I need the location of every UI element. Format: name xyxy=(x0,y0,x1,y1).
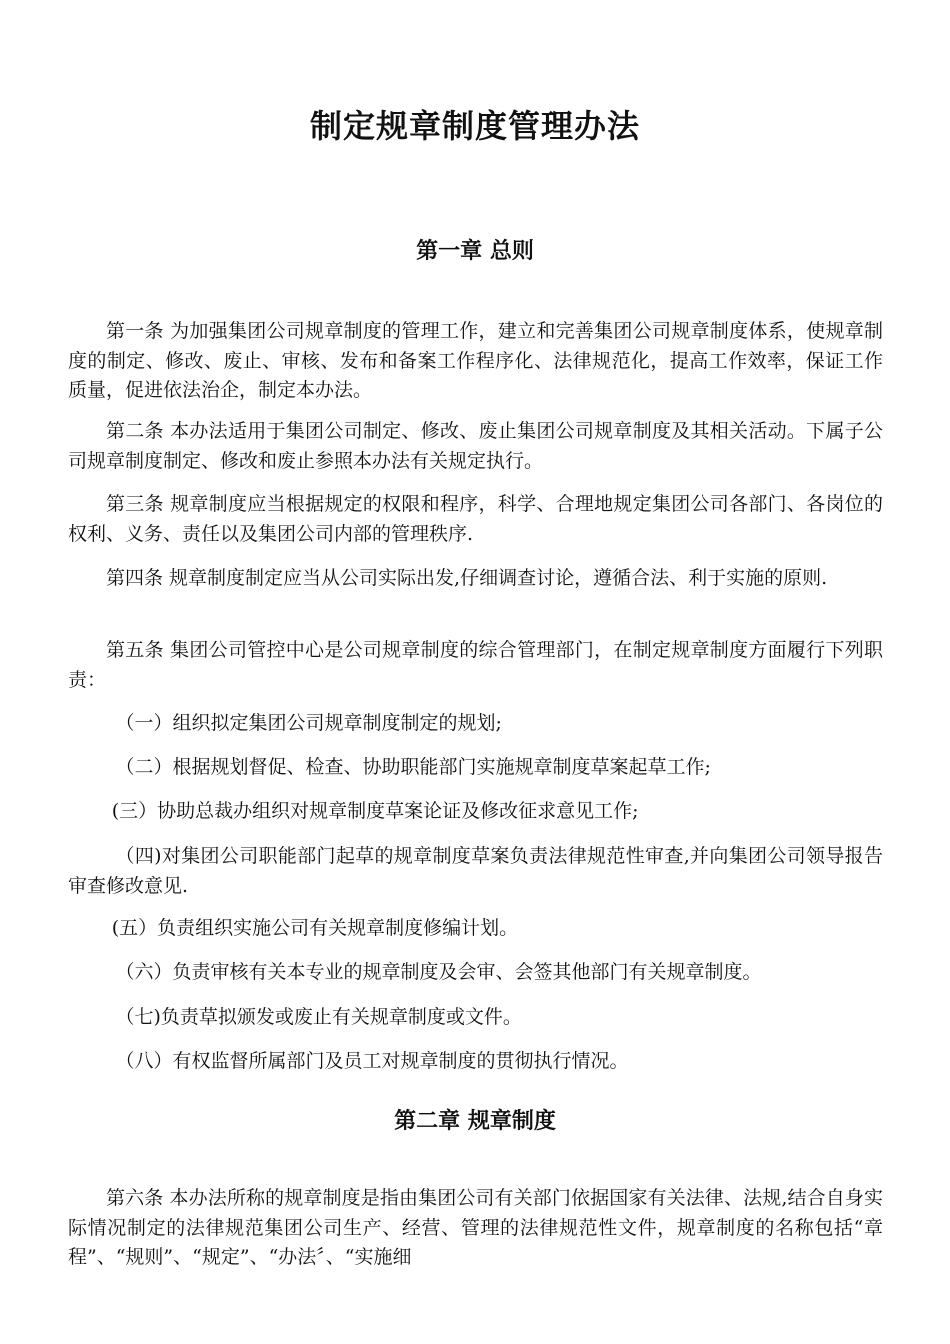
chapter-heading-2: 第二章 规章制度 xyxy=(394,1109,556,1134)
article-3: 第三条 规章制度应当根据规定的权限和程序，科学、合理地规定集团公司各部门、各岗位的权利、义务、责任以及集团公司内部的管理秩序. xyxy=(68,493,883,545)
duty-item-8: （八）有权监督所属部门及员工对规章制度的贯彻执行情况。 xyxy=(115,1050,629,1072)
duty-item-3: (三）协助总裁办组织对规章制度草案论证及修改征求意见工作; xyxy=(111,800,639,822)
article-5: 第五条 集团公司管控中心是公司规章制度的综合管理部门，在制定规章制度方面履行下列职责： xyxy=(68,639,883,691)
chapter-heading-1: 第一章 总则 xyxy=(416,239,534,264)
article-4: 第四条 规章制度制定应当从公司实际出发,仔细调查讨论，遵循合法、利于实施的原则. xyxy=(106,567,828,589)
duty-item-7: （七)负责草拟颁发或废止有关规章制度或文件。 xyxy=(115,1006,522,1028)
duty-item-6: （六）负责审核有关本专业的规章制度及会审、会签其他部门有关规章制度。 xyxy=(115,961,762,983)
article-2: 第二条 本办法适用于集团公司制定、修改、废止集团公司规章制度及其相关活动。下属子公司规章制度制定、修改和废止参照本办法有关规定执行。 xyxy=(68,420,883,472)
duty-item-4: （四)对集团公司职能部门起草的规章制度草案负责法律规范性审查,并向集团公司领导报告审查修改意见. xyxy=(68,845,883,897)
document-title: 制定规章制度管理办法 xyxy=(309,107,640,145)
duty-item-1: （一）组织拟定集团公司规章制度制定的规划; xyxy=(115,712,502,734)
duty-item-2: （二）根据规划督促、检查、协助职能部门实施规章制度草案起草工作; xyxy=(115,756,711,778)
duty-item-5: (五）负责组织实施公司有关规章制度修编计划。 xyxy=(111,917,519,939)
article-1: 第一条 为加强集团公司规章制度的管理工作，建立和完善集团公司规章制度体系，使规章制度的制定、修改、废止、审核、发布和备案工作程序化、法律规范化，提高工作效率，保证工作质量，促进依法治企，制定本办法。 xyxy=(68,320,883,401)
article-6: 第六条 本办法所称的规章制度是指由集团公司有关部门依据国家有关法律、法规,结合自身实际情况制定的法律规范集团公司生产、经营、管理的法律规范性文件，规章制度的名称包括“章程”、“规则”、“规定”、“办法〞、“实施细 xyxy=(68,1187,883,1268)
